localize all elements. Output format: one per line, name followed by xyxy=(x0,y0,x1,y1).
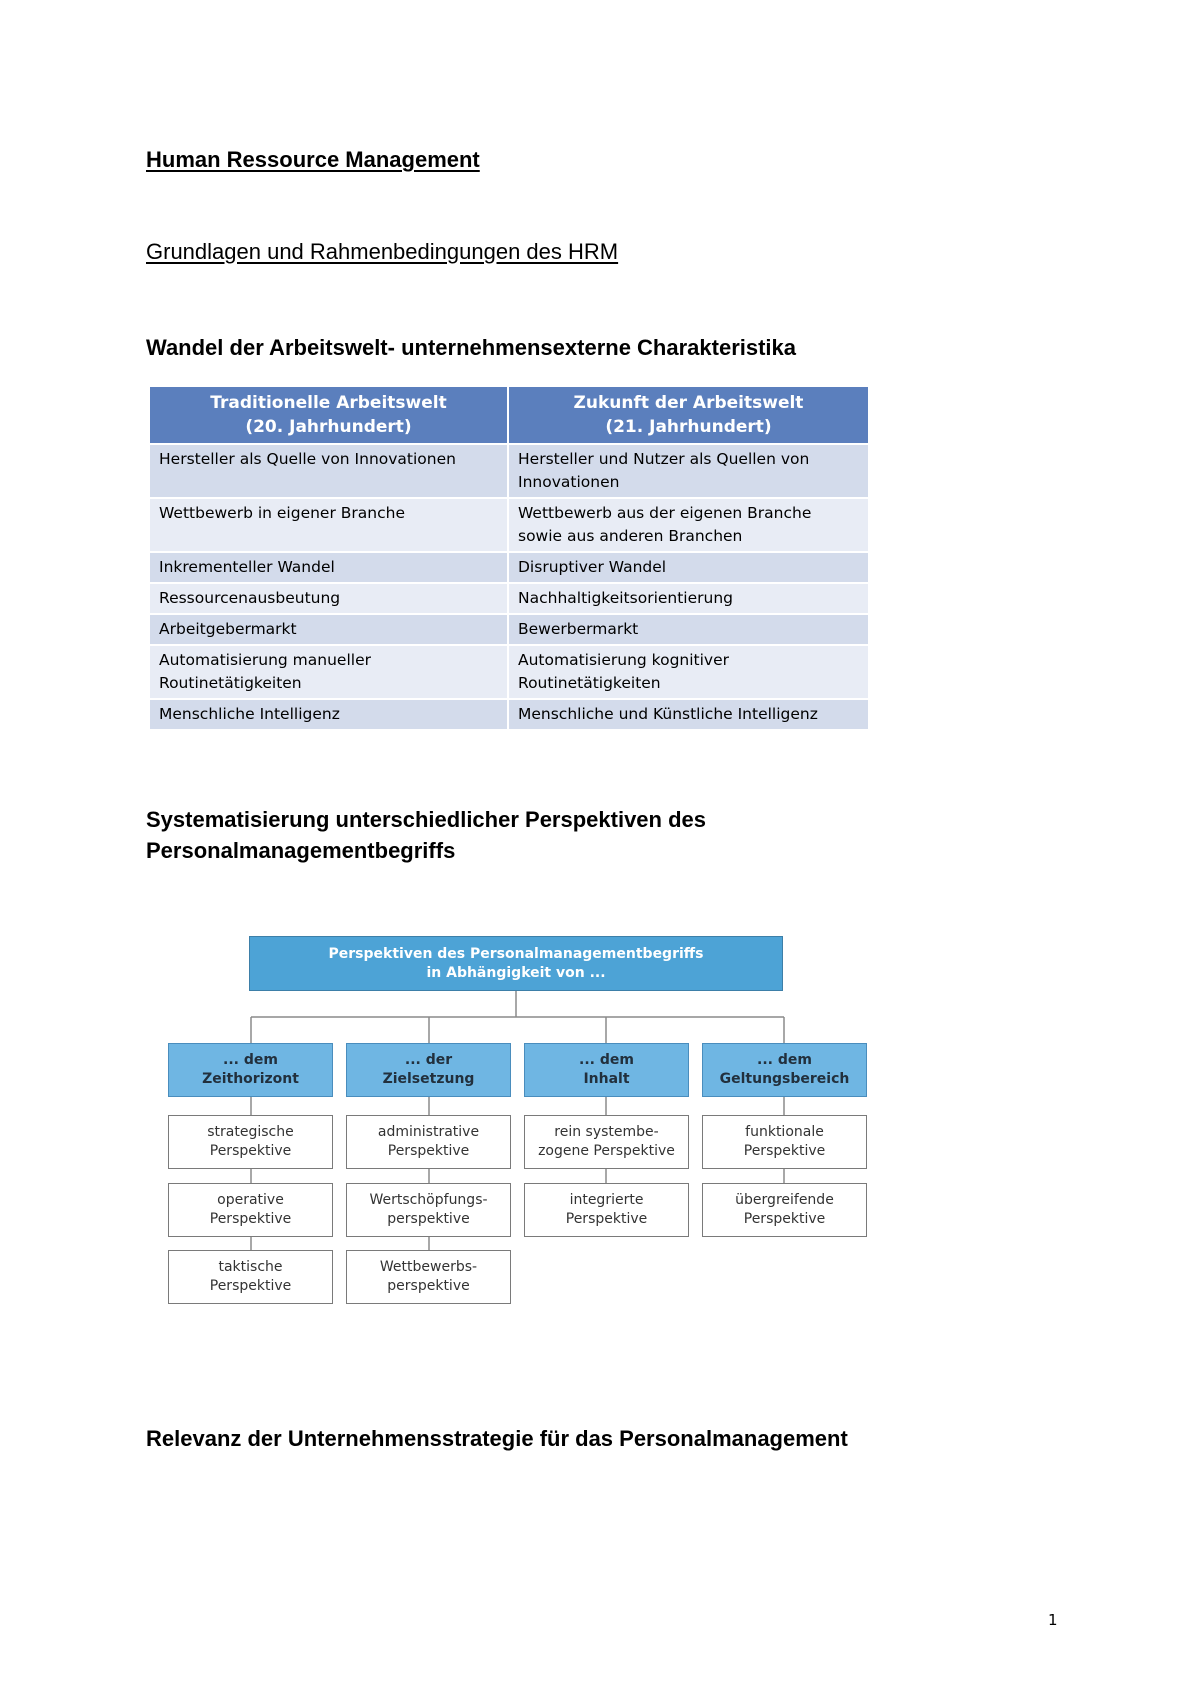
table-row xyxy=(150,444,868,498)
org-leaf-line: zogene Perspektive xyxy=(538,1143,675,1159)
table-cell: Wettbewerb aus der eigenen Branche sowie aus anderen Branchen xyxy=(508,498,868,552)
table-cell: Ressourcenausbeutung xyxy=(150,583,508,614)
org-category-line: ... dem xyxy=(757,1052,812,1068)
org-root-line: in Abhängigkeit von ... xyxy=(426,964,606,981)
org-root-line: Perspektiven des Personalmanagementbegriffs xyxy=(328,945,704,962)
table-row xyxy=(150,498,868,552)
table-cell: Menschliche und Künstliche Intelligenz xyxy=(508,699,868,729)
org-root-box xyxy=(249,936,783,991)
table-header-traditional xyxy=(150,387,508,444)
header-line: Zukunft der Arbeitswelt xyxy=(573,393,804,413)
table-cell: Wettbewerb in eigener Branche xyxy=(150,498,508,552)
table-cell: Hersteller und Nutzer als Quellen von Innovationen xyxy=(508,444,868,498)
org-leaf-line: Perspektive xyxy=(387,1143,470,1159)
org-leaf-line: Perspektive xyxy=(743,1143,826,1159)
org-category-line: Zeithorizont xyxy=(202,1071,299,1087)
table-row xyxy=(150,645,868,699)
org-leaf-line: operative xyxy=(217,1192,284,1208)
org-leaf-box xyxy=(702,1115,867,1169)
table-cell: Menschliche Intelligenz xyxy=(150,699,508,729)
header-line: Traditionelle Arbeitswelt xyxy=(210,393,447,413)
org-leaf-line: Perspektive xyxy=(209,1211,292,1227)
table-row xyxy=(150,552,868,583)
org-leaf-line: Perspektive xyxy=(209,1143,292,1159)
org-category-line: Inhalt xyxy=(583,1071,630,1087)
org-leaf-line: administrative xyxy=(377,1124,480,1140)
org-category-zeithorizont xyxy=(168,1043,333,1097)
org-leaf-line: Perspektive xyxy=(743,1211,826,1227)
org-category-line: Geltungsbereich xyxy=(719,1071,850,1087)
org-leaf-line: funktionale xyxy=(745,1124,824,1140)
table-row xyxy=(150,614,868,645)
table-cell: Hersteller als Quelle von Innovationen xyxy=(150,444,508,498)
org-leaf-line: übergreifende xyxy=(735,1192,834,1208)
header-line: (20. Jahrhundert) xyxy=(245,417,412,437)
table-cell: Nachhaltigkeitsorientierung xyxy=(508,583,868,614)
header-line: (21. Jahrhundert) xyxy=(605,417,772,437)
section-heading-arbeitswelt: Wandel der Arbeitswelt- unternehmensexterne Charakteristika xyxy=(146,335,797,360)
org-category-zielsetzung xyxy=(346,1043,511,1097)
org-leaf-box xyxy=(524,1115,689,1169)
org-leaf-line: Wertschöpfungs- xyxy=(369,1192,488,1208)
org-leaf-line: integrierte xyxy=(569,1192,644,1208)
table-cell: Arbeitgebermarkt xyxy=(150,614,508,645)
table-cell: Inkrementeller Wandel xyxy=(150,552,508,583)
document-title: Human Ressource Management xyxy=(146,147,480,172)
org-leaf-line: Wettbewerbs- xyxy=(379,1259,478,1275)
table-cell: Disruptiver Wandel xyxy=(508,552,868,583)
org-leaf-line: strategische xyxy=(207,1124,294,1140)
org-leaf-line: perspektive xyxy=(387,1278,470,1294)
org-leaf-box xyxy=(702,1183,867,1237)
org-leaf-line: Perspektive xyxy=(565,1211,648,1227)
org-leaf-box xyxy=(346,1250,511,1304)
org-leaf-line: rein systembe- xyxy=(554,1124,659,1140)
org-leaf-box xyxy=(168,1250,333,1304)
table-cell: Automatisierung manueller Routinetätigkeiten xyxy=(150,645,508,699)
table-cell: Bewerbermarkt xyxy=(508,614,868,645)
org-category-line: ... dem xyxy=(223,1052,278,1068)
document-subtitle: Grundlagen und Rahmenbedingungen des HRM xyxy=(146,239,619,264)
org-leaf-line: taktische xyxy=(218,1259,283,1275)
org-leaf-box xyxy=(524,1183,689,1237)
table-header-future xyxy=(508,387,868,444)
table-row xyxy=(150,699,868,729)
table-header-row xyxy=(150,387,868,444)
section-heading-strategie: Relevanz der Unternehmensstrategie für das Personalmanagement xyxy=(146,1426,848,1451)
org-category-line: ... der xyxy=(404,1052,453,1068)
org-leaf-line: perspektive xyxy=(387,1211,470,1227)
org-leaf-line: Perspektive xyxy=(209,1278,292,1294)
org-category-geltungsbereich xyxy=(702,1043,867,1097)
org-leaf-box xyxy=(168,1115,333,1169)
org-leaf-box xyxy=(346,1115,511,1169)
org-category-inhalt xyxy=(524,1043,689,1097)
org-category-line: ... dem xyxy=(579,1052,634,1068)
comparison-table xyxy=(150,387,868,729)
table-cell: Automatisierung kognitiver Routinetätigkeiten xyxy=(508,645,868,699)
org-category-line: Zielsetzung xyxy=(382,1071,475,1087)
org-leaf-box xyxy=(168,1183,333,1237)
page-number: 1 xyxy=(1048,1611,1058,1629)
section-heading-perspektiven: Systematisierung unterschiedlicher Perspektiven des Personalmanagementbegriffs xyxy=(146,807,707,863)
org-leaf-box xyxy=(346,1183,511,1237)
table-row xyxy=(150,583,868,614)
